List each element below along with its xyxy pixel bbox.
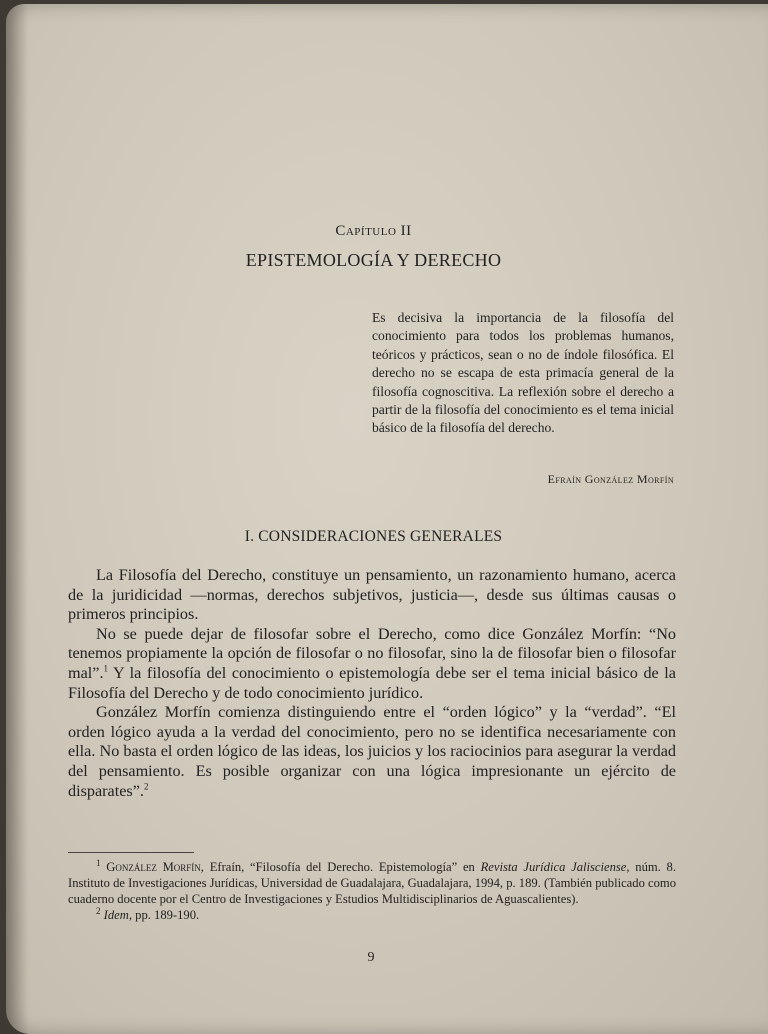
footnote-2 [68, 907, 676, 923]
body-paragraph-1: La Filosofía del Derecho, constituye un pensamiento, un razonamiento humano, acerca de la juridicidad —normas, derechos subjetivos, justicia—, desde sus últimas causas o primeros principios. [68, 566, 676, 624]
epigraph-author: Efraín González Morfín [547, 472, 674, 486]
footnote-1-text-a: , Efraín, “Filosofía del Derecho. Epistemología” en [200, 860, 481, 874]
footnote-2-number: 2 [96, 905, 101, 916]
epigraph-text: Es decisiva la importancia de la filosofía del conocimiento para todos los problemas humanos, teóricos y prácticos, sean o no de índole filosófica. El derecho no se escapa de esta primacía general de la filosofía cognoscitiva. La reflexión sobre el derecho a partir de la filosofía del conocimiento es el tema inicial básico de la filosofía del derecho. [372, 310, 674, 436]
body-paragraph-2-part-a: No se puede dejar de filosofar sobre el Derecho, como dice González Morfín: “No tenemos propiamente la opción de filosofar o no filosofar, sino la de filosofar bien o filosofar mal”. [68, 624, 676, 682]
body-paragraph-2-part-b: Y la filosofía del conocimiento o epistemología debe ser el tema inicial básico de la Filosofía del Derecho y de todo conocimiento jurídico. [68, 663, 676, 702]
chapter-title: EPISTEMOLOGÍA Y DERECHO [245, 250, 502, 270]
footnote-1-author: González Morfín [106, 860, 201, 874]
body-paragraph-3 [68, 703, 676, 801]
footnote-ref-2[interactable]: 2 [143, 781, 149, 792]
footnote-1-journal: Revista Jurídica Jalisciense [480, 860, 627, 874]
footnote-1 [68, 859, 676, 907]
section-heading: I. CONSIDERACIONES GENERALES [244, 528, 503, 545]
footnote-divider [68, 852, 194, 853]
footnotes [68, 859, 676, 923]
page-number: 9 [367, 950, 375, 965]
body-text [68, 566, 676, 801]
footnote-ref-1[interactable]: 1 [103, 663, 109, 674]
body-paragraph-2 [68, 625, 676, 703]
page-gutter-shadow [6, 4, 28, 1034]
body-paragraph-3-text: González Morfín comienza distinguiendo entre el “orden lógico” y la “verdad”. “El orden lógico ayuda a la verdad del conocimiento, pero no se identifica necesariamente con ella. No basta el orden lógico de las ideas, los juicios y los raciocinios para asegurar la verdad del pensamiento. Es posible organizar con una lógica impresionante un ejército de disparates”. [68, 703, 676, 800]
footnote-2-idem: Idem [103, 908, 129, 922]
footnote-2-text: , pp. 189-190. [128, 908, 200, 922]
book-page [6, 4, 768, 1034]
footnote-1-number: 1 [96, 857, 101, 868]
footnote-1-text-b: , núm. 8. Instituto de Investigaciones Jurídicas, Universidad de Guadalajara, Guadalajara, 1994, p. 189. (También publicado como cuaderno docente por el Centro de Investigaciones y Estudios Multidisciplinarios de Aguascalientes). [68, 860, 677, 906]
chapter-label: Capítulo II [335, 223, 412, 239]
